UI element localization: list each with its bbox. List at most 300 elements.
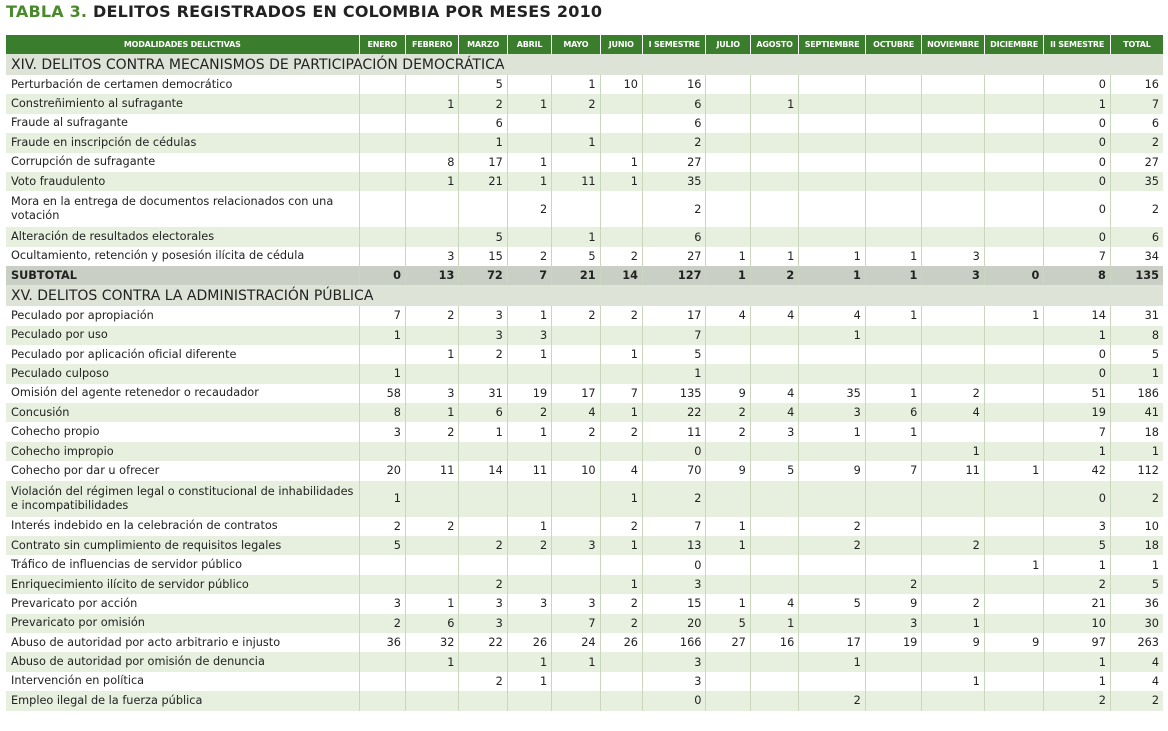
table-cell — [984, 384, 1044, 403]
subtotal-cell: 1 — [799, 266, 866, 285]
table-cell — [922, 114, 985, 133]
table-cell: 1 — [750, 247, 798, 266]
table-cell — [799, 172, 866, 191]
table-row — [6, 75, 1163, 94]
table-cell: 2 — [799, 536, 866, 555]
table-cell — [750, 652, 798, 671]
table-cell — [799, 191, 866, 227]
table-cell — [459, 555, 507, 574]
table-cell: 5 — [359, 536, 405, 555]
table-cell: 19 — [1044, 403, 1111, 422]
table-cell — [600, 114, 642, 133]
table-cell: 2 — [922, 594, 985, 613]
table-cell: 17 — [642, 306, 706, 325]
table-cell: 4 — [552, 403, 600, 422]
table-cell: 41 — [1110, 403, 1163, 422]
table-cell: 27 — [1144, 155, 1159, 169]
table-cell: 20 — [642, 614, 706, 633]
table-cell: 36 — [1144, 597, 1159, 611]
table-cell: 9 — [922, 633, 985, 652]
table-cell — [359, 345, 405, 364]
table-cell — [600, 94, 642, 113]
table-cell: 2 — [642, 481, 706, 517]
table-cell — [405, 227, 458, 246]
table-cell — [405, 133, 458, 152]
subtotal-cell: 0 — [359, 266, 405, 285]
crime-name: Peculado por aplicación oficial diferente — [6, 345, 359, 364]
table-cell: 1 — [405, 403, 458, 422]
subtotal-cell: 3 — [922, 266, 985, 285]
table-cell — [706, 345, 750, 364]
table-cell — [865, 227, 921, 246]
table-cell — [552, 326, 600, 345]
crime-name: Interés indebido en la celebración de contratos — [6, 517, 359, 536]
table-cell: 6 — [642, 114, 706, 133]
table-cell: 2 — [459, 672, 507, 691]
table-cell — [359, 555, 405, 574]
table-cell: 2 — [359, 517, 405, 536]
table-cell: 32 — [405, 633, 458, 652]
table-cell — [750, 672, 798, 691]
table-cell — [922, 191, 985, 227]
table-cell: 19 — [865, 633, 921, 652]
table-row — [6, 227, 1163, 246]
table-cell: 1 — [799, 326, 866, 345]
table-row — [6, 153, 1163, 172]
table-cell — [459, 191, 507, 227]
table-row — [6, 384, 1163, 403]
table-cell — [706, 364, 750, 383]
table-cell: 1 — [1110, 364, 1163, 383]
table-cell: 2 — [642, 133, 706, 152]
table-cell: 5 — [750, 461, 798, 480]
table-cell — [922, 326, 985, 345]
table-cell — [865, 536, 921, 555]
table-cell — [984, 672, 1044, 691]
table-cell: 10 — [600, 75, 642, 94]
table-cell — [459, 691, 507, 710]
table-cell — [459, 652, 507, 671]
table-cell — [922, 575, 985, 594]
table-cell: 0 — [1044, 172, 1111, 191]
table-cell — [706, 326, 750, 345]
table-number: TABLA 3. — [6, 2, 88, 21]
table-cell: 1 — [1044, 442, 1111, 461]
table-cell: 1 — [405, 594, 458, 613]
table-body — [6, 54, 1163, 711]
table-cell — [552, 364, 600, 383]
table-row — [6, 403, 1163, 422]
table-cell: 3 — [507, 594, 551, 613]
table-cell — [600, 555, 642, 574]
table-cell — [984, 481, 1044, 517]
subtotal-cell: 14 — [600, 266, 642, 285]
table-cell — [359, 75, 405, 94]
table-cell: 2 — [507, 403, 551, 422]
table-cell — [984, 442, 1044, 461]
table-cell — [799, 481, 866, 517]
table-cell — [359, 191, 405, 227]
table-cell — [865, 94, 921, 113]
table-cell: 1 — [642, 364, 706, 383]
table-cell — [706, 672, 750, 691]
table-cell: 51 — [1044, 384, 1111, 403]
table-cell: 112 — [1137, 464, 1159, 478]
table-row — [6, 594, 1163, 613]
table-cell — [552, 517, 600, 536]
table-cell — [552, 555, 600, 574]
table-cell: 7 — [359, 306, 405, 325]
table-cell — [359, 227, 405, 246]
table-cell — [750, 75, 798, 94]
table-cell: 5 — [552, 247, 600, 266]
table-row — [6, 191, 1163, 227]
table-cell — [552, 191, 600, 227]
table-row — [6, 326, 1163, 345]
column-header: JULIO — [706, 35, 750, 54]
column-header: JUNIO — [600, 35, 642, 54]
table-cell: 0 — [1044, 114, 1111, 133]
table-cell: 0 — [1044, 133, 1111, 152]
table-cell: 5 — [799, 594, 866, 613]
table-cell: 2 — [799, 691, 866, 710]
table-cell: 2 — [507, 247, 551, 266]
table-cell: 2 — [507, 191, 551, 227]
table-row — [6, 691, 1163, 710]
table-cell — [706, 481, 750, 517]
crime-name: Corrupción de sufragante — [6, 153, 359, 172]
table-cell — [706, 691, 750, 710]
table-cell: 31 — [1144, 309, 1159, 323]
column-header: TOTAL — [1110, 35, 1163, 54]
table-cell: 1 — [552, 227, 600, 246]
table-cell — [750, 691, 798, 710]
table-cell: 7 — [1044, 422, 1111, 441]
table-row — [6, 536, 1163, 555]
table-cell — [706, 575, 750, 594]
table-cell: 166 — [642, 633, 706, 652]
table-cell: 3 — [552, 594, 600, 613]
table-cell: 11 — [922, 461, 985, 480]
table-cell: 2 — [865, 575, 921, 594]
table-cell: 1 — [600, 481, 642, 517]
table-cell — [922, 94, 985, 113]
table-cell — [984, 614, 1044, 633]
table-cell — [507, 575, 551, 594]
table-cell — [750, 517, 798, 536]
table-row — [6, 672, 1163, 691]
table-cell — [865, 364, 921, 383]
table-cell: 2 — [600, 594, 642, 613]
crime-name: Ocultamiento, retención y posesión ilícita de cédula — [6, 247, 359, 266]
crimes-table — [6, 35, 1163, 711]
table-cell — [507, 133, 551, 152]
table-cell: 3 — [642, 672, 706, 691]
subtotal-cell: 135 — [1110, 266, 1163, 285]
subtotal-cell: 1 — [865, 266, 921, 285]
table-cell: 26 — [600, 633, 642, 652]
table-cell — [922, 691, 985, 710]
table-cell: 35 — [1110, 172, 1163, 191]
table-cell — [984, 227, 1044, 246]
table-cell: 263 — [1137, 636, 1159, 650]
table-cell: 6 — [1151, 116, 1159, 130]
table-cell: 30 — [1110, 614, 1163, 633]
table-cell — [507, 481, 551, 517]
table-cell: 3 — [642, 652, 706, 671]
table-row — [6, 652, 1163, 671]
column-header: MARZO — [459, 35, 507, 54]
table-cell — [359, 672, 405, 691]
table-cell — [799, 555, 866, 574]
crime-name: Peculado por apropiación — [6, 306, 359, 325]
table-cell — [984, 422, 1044, 441]
table-cell: 1 — [799, 247, 866, 266]
subtotal-cell: 7 — [507, 266, 551, 285]
crime-name: Violación del régimen legal o constitucional de inhabilidades e incompatibilidades — [6, 481, 359, 517]
table-cell: 17 — [552, 384, 600, 403]
table-row — [6, 94, 1163, 113]
subtotal-cell: 72 — [459, 266, 507, 285]
table-cell: 1 — [1044, 672, 1111, 691]
table-cell — [750, 227, 798, 246]
table-cell: 0 — [1044, 227, 1111, 246]
table-cell: 7 — [552, 614, 600, 633]
table-row — [6, 422, 1163, 441]
table-cell — [984, 191, 1044, 227]
table-cell: 21 — [1044, 594, 1111, 613]
table-cell: 4 — [750, 306, 798, 325]
table-cell: 1 — [984, 306, 1044, 325]
table-cell — [865, 326, 921, 345]
table-cell: 6 — [405, 614, 458, 633]
table-cell: 1 — [1044, 652, 1111, 671]
table-cell: 6 — [459, 114, 507, 133]
table-cell: 3 — [799, 403, 866, 422]
table-cell — [405, 442, 458, 461]
table-cell: 5 — [1151, 348, 1159, 362]
crime-name: Tráfico de influencias de servidor público — [6, 555, 359, 574]
table-row — [6, 172, 1163, 191]
table-cell: 2 — [600, 306, 642, 325]
table-cell — [750, 114, 798, 133]
table-cell: 1 — [405, 345, 458, 364]
table-cell: 9 — [799, 461, 866, 480]
table-cell: 0 — [642, 555, 706, 574]
table-cell: 3 — [865, 614, 921, 633]
table-cell: 1 — [405, 94, 458, 113]
table-cell: 0 — [1044, 153, 1111, 172]
table-cell: 7 — [1110, 94, 1163, 113]
table-cell: 2 — [642, 191, 706, 227]
table-cell: 7 — [642, 517, 706, 536]
table-cell — [865, 345, 921, 364]
table-cell: 1 — [750, 614, 798, 633]
table-cell — [750, 481, 798, 517]
table-cell — [507, 614, 551, 633]
subtotal-cell: 21 — [552, 266, 600, 285]
table-cell: 0 — [1044, 345, 1111, 364]
table-cell: 186 — [1137, 386, 1159, 400]
crime-name: Constreñimiento al sufragante — [6, 94, 359, 113]
crime-name: Mora en la entrega de documentos relacionados con una votación — [6, 191, 359, 227]
table-cell: 2 — [600, 247, 642, 266]
table-cell: 7 — [642, 326, 706, 345]
table-cell: 18 — [1110, 536, 1163, 555]
subtotal-cell: 2 — [750, 266, 798, 285]
table-cell: 1 — [600, 575, 642, 594]
table-cell: 2 — [1110, 133, 1163, 152]
table-cell: 1 — [922, 442, 985, 461]
table-cell: 2 — [459, 575, 507, 594]
table-cell: 4 — [600, 461, 642, 480]
table-cell: 1 — [552, 652, 600, 671]
table-cell: 10 — [552, 461, 600, 480]
table-cell: 3 — [405, 247, 458, 266]
table-cell: 3 — [459, 614, 507, 633]
table-cell — [750, 345, 798, 364]
table-cell: 1 — [865, 422, 921, 441]
table-cell: 2 — [459, 536, 507, 555]
table-cell — [984, 403, 1044, 422]
table-cell — [984, 172, 1044, 191]
table-cell: 1 — [459, 133, 507, 152]
table-cell — [799, 94, 866, 113]
table-cell: 4 — [1151, 674, 1159, 688]
table-cell: 9 — [706, 461, 750, 480]
table-cell — [750, 555, 798, 574]
table-cell — [799, 114, 866, 133]
table-cell: 58 — [359, 384, 405, 403]
table-cell — [922, 422, 985, 441]
table-cell — [706, 227, 750, 246]
table-cell — [984, 691, 1044, 710]
table-cell: 2 — [600, 614, 642, 633]
table-cell — [750, 153, 798, 172]
table-cell: 4 — [922, 403, 985, 422]
crime-name: Concusión — [6, 403, 359, 422]
table-cell — [552, 575, 600, 594]
table-cell: 10 — [1144, 519, 1159, 533]
table-cell: 5 — [459, 227, 507, 246]
column-header: II SEMESTRE — [1044, 35, 1111, 54]
table-cell: 2 — [600, 517, 642, 536]
table-cell: 1 — [799, 652, 866, 671]
table-cell — [552, 481, 600, 517]
table-cell: 3 — [459, 594, 507, 613]
table-cell: 27 — [642, 153, 706, 172]
column-header: SEPTIEMBRE — [799, 35, 866, 54]
table-cell: 35 — [799, 384, 866, 403]
table-cell: 2 — [507, 536, 551, 555]
table-cell — [405, 75, 458, 94]
table-cell — [706, 555, 750, 574]
table-cell: 22 — [642, 403, 706, 422]
table-cell — [552, 672, 600, 691]
table-cell: 3 — [507, 326, 551, 345]
table-cell: 2 — [359, 614, 405, 633]
table-cell — [750, 575, 798, 594]
table-cell: 3 — [405, 384, 458, 403]
table-cell — [600, 227, 642, 246]
table-cell: 4 — [750, 403, 798, 422]
table-cell: 1 — [865, 247, 921, 266]
table-title-text: DELITOS REGISTRADOS EN COLOMBIA POR MESES 2010 — [93, 2, 603, 21]
table-cell — [865, 672, 921, 691]
table-cell — [750, 536, 798, 555]
table-cell: 1 — [922, 672, 985, 691]
table-cell — [405, 114, 458, 133]
table-cell — [984, 364, 1044, 383]
table-row — [6, 442, 1163, 461]
table-cell: 1 — [865, 384, 921, 403]
table-cell: 8 — [1110, 326, 1163, 345]
table-cell: 42 — [1044, 461, 1111, 480]
table-cell: 0 — [642, 442, 706, 461]
table-cell — [706, 652, 750, 671]
table-cell: 4 — [799, 306, 866, 325]
table-cell: 14 — [1044, 306, 1111, 325]
crime-name: Fraude al sufragante — [6, 114, 359, 133]
table-cell — [600, 442, 642, 461]
subtotal-label: SUBTOTAL — [6, 266, 359, 285]
table-cell: 5 — [1044, 536, 1111, 555]
crime-name: Omisión del agente retenedor o recaudador — [6, 384, 359, 403]
table-cell — [706, 75, 750, 94]
table-cell: 1 — [600, 403, 642, 422]
crime-name: Perturbación de certamen democrático — [6, 75, 359, 94]
table-row — [6, 133, 1163, 152]
subtotal-cell: 8 — [1044, 266, 1111, 285]
table-cell — [922, 555, 985, 574]
table-cell — [706, 133, 750, 152]
table-cell: 1 — [600, 172, 642, 191]
table-row — [6, 614, 1163, 633]
table-cell — [750, 364, 798, 383]
table-cell: 3 — [1044, 517, 1111, 536]
table-cell: 11 — [507, 461, 551, 480]
table-cell — [359, 133, 405, 152]
table-cell: 2 — [1151, 202, 1159, 216]
column-header: FEBRERO — [405, 35, 458, 54]
table-cell — [507, 691, 551, 710]
table-cell — [359, 442, 405, 461]
table-cell: 3 — [359, 594, 405, 613]
table-cell: 24 — [552, 633, 600, 652]
table-cell — [865, 691, 921, 710]
table-cell — [405, 672, 458, 691]
table-cell: 1 — [507, 517, 551, 536]
crime-name: Alteración de resultados electorales — [6, 227, 359, 246]
table-cell: 27 — [642, 247, 706, 266]
table-cell: 11 — [642, 422, 706, 441]
table-cell — [552, 153, 600, 172]
crime-name: Peculado culposo — [6, 364, 359, 383]
column-header: OCTUBRE — [865, 35, 921, 54]
table-cell — [984, 75, 1044, 94]
table-cell — [865, 517, 921, 536]
crime-name: Abuso de autoridad por omisión de denuncia — [6, 652, 359, 671]
table-cell — [359, 247, 405, 266]
table-row — [6, 555, 1163, 574]
table-cell: 1 — [706, 517, 750, 536]
table-cell: 11 — [405, 461, 458, 480]
crime-name: Fraude en inscripción de cédulas — [6, 133, 359, 152]
table-cell — [984, 594, 1044, 613]
table-cell — [359, 652, 405, 671]
table-cell: 9 — [706, 384, 750, 403]
table-cell: 2 — [706, 422, 750, 441]
